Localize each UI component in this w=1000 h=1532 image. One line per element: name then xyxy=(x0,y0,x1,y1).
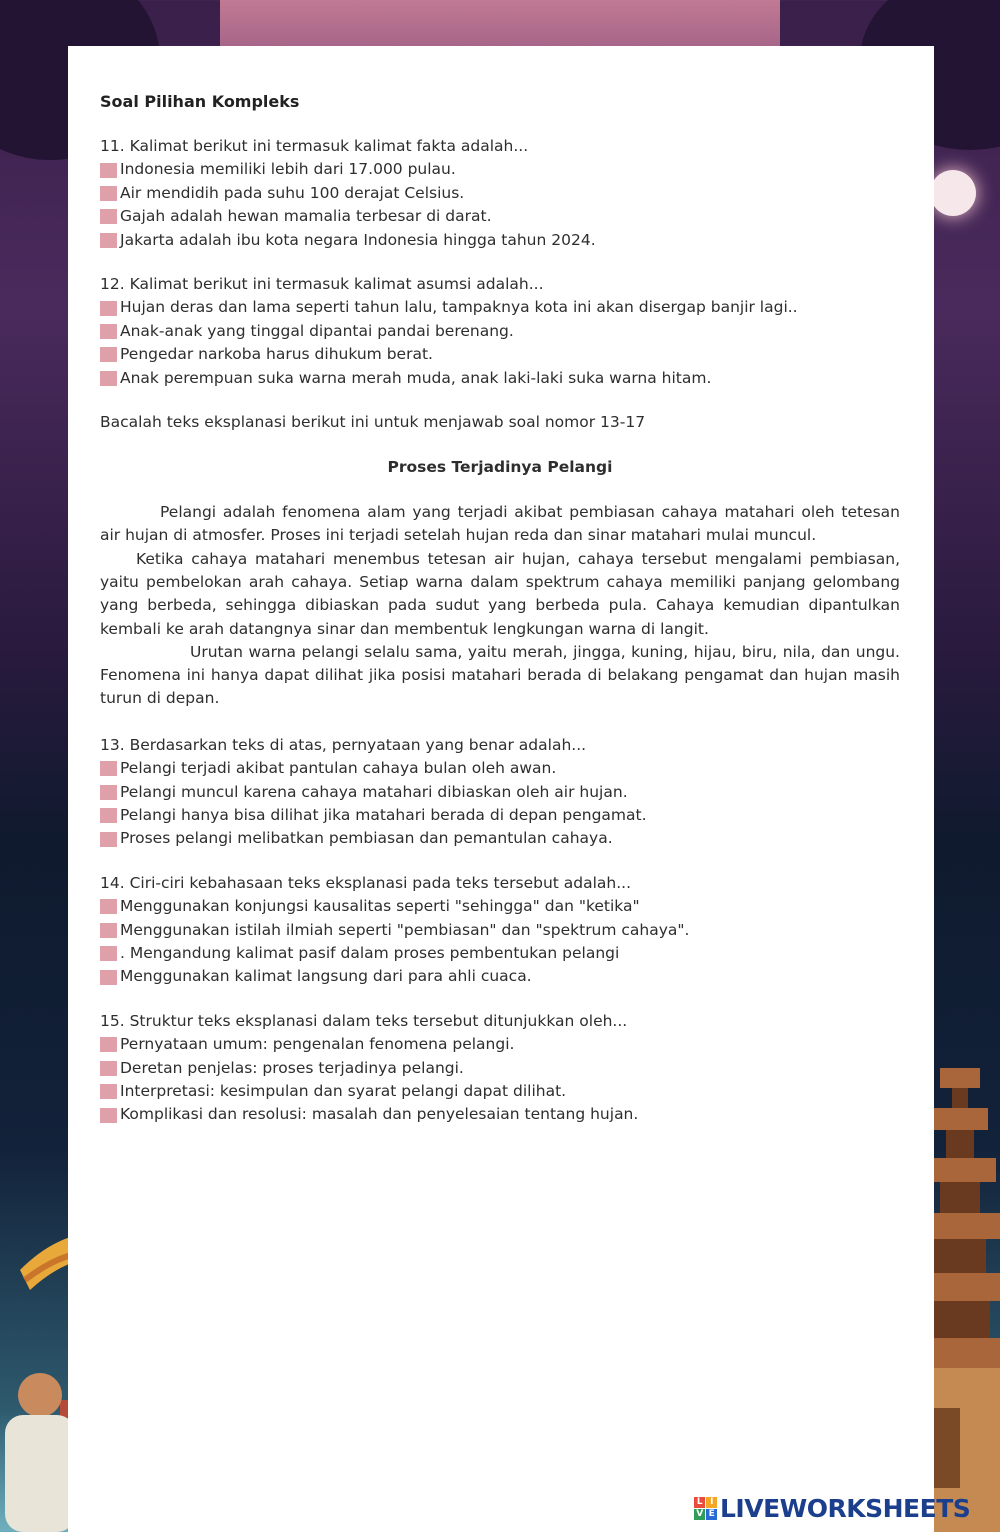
question-text: 14. Ciri-ciri kebahasaan teks eksplanasi pada teks tersebut adalah... xyxy=(100,873,632,892)
question-text: 13. Berdasarkan teks di atas, pernyataan yang benar adalah... xyxy=(100,735,587,754)
answer-option[interactable] xyxy=(100,804,900,827)
passage-paragraph: Urutan warna pelangi selalu sama, yaitu merah, jingga, kuning, hijau, biru, nila, dan ungu. Fenomena ini hanya dapat dilihat jika posisi matahari berada di belakang pengamat dan hujan masih turun di depan. xyxy=(100,642,900,708)
answer-option-label: Menggunakan kalimat langsung dari para ahli cuaca. xyxy=(120,967,532,986)
answer-option[interactable] xyxy=(100,781,900,804)
answer-option-label: Hujan deras dan lama seperti tahun lalu, tampaknya kota ini akan disergap banjir lagi.. xyxy=(120,298,798,317)
answer-option-label: Gajah adalah hewan mamalia terbesar di darat. xyxy=(120,207,492,226)
reading-instruction: Bacalah teks eksplanasi berikut ini untuk menjawab soal nomor 13-17 xyxy=(100,413,646,432)
answer-checkbox[interactable] xyxy=(100,347,117,362)
question-text: 12. Kalimat berikut ini termasuk kalimat asumsi adalah... xyxy=(100,275,544,294)
passage-paragraph: Pelangi adalah fenomena alam yang terjadi akibat pembiasan cahaya matahari oleh tetesan air hujan di atmosfer. Proses ini terjadi setelah hujan reda dan sinar matahari mulai muncul. xyxy=(100,503,900,545)
question-text: 15. Struktur teks eksplanasi dalam teks tersebut ditunjukkan oleh... xyxy=(100,1011,628,1030)
answer-option-label: Jakarta adalah ibu kota negara Indonesia hingga tahun 2024. xyxy=(120,230,596,249)
answer-option-label: Menggunakan konjungsi kausalitas seperti "sehingga" dan "ketika" xyxy=(120,897,640,916)
answer-option[interactable] xyxy=(100,1033,900,1056)
answer-checkbox[interactable] xyxy=(100,923,117,938)
answer-option-label: Air mendidih pada suhu 100 derajat Celsius. xyxy=(120,183,465,202)
answer-option-label: Pelangi terjadi akibat pantulan cahaya bulan oleh awan. xyxy=(120,759,557,778)
question-group-a xyxy=(100,135,900,390)
answer-option[interactable] xyxy=(100,158,900,181)
answer-checkbox[interactable] xyxy=(100,832,117,847)
logo-letter: I xyxy=(706,1497,717,1508)
liveworksheets-logo xyxy=(694,1494,970,1523)
section-title: Soal Pilihan Kompleks xyxy=(100,92,300,111)
answer-option[interactable] xyxy=(100,919,900,942)
answer-option[interactable] xyxy=(100,1103,900,1126)
answer-checkbox[interactable] xyxy=(100,209,117,224)
answer-checkbox[interactable] xyxy=(100,808,117,823)
answer-option-label: Indonesia memiliki lebih dari 17.000 pulau. xyxy=(120,160,456,179)
answer-checkbox[interactable] xyxy=(100,785,117,800)
answer-option-label: . Mengandung kalimat pasif dalam proses pembentukan pelangi xyxy=(120,943,620,962)
answer-option-label: Anak perempuan suka warna merah muda, anak laki-laki suka warna hitam. xyxy=(120,368,712,387)
answer-option[interactable] xyxy=(100,895,900,918)
answer-option[interactable] xyxy=(100,205,900,228)
answer-option-label: Pengedar narkoba harus dihukum berat. xyxy=(120,345,433,364)
answer-option-label: Interpretasi: kesimpulan dan syarat pelangi dapat dilihat. xyxy=(120,1082,567,1101)
answer-option[interactable] xyxy=(100,942,900,965)
question-block xyxy=(100,273,900,390)
answer-option-label: Komplikasi dan resolusi: masalah dan penyelesaian tentang hujan. xyxy=(120,1105,639,1124)
worksheet-content xyxy=(100,92,900,1148)
question-block xyxy=(100,135,900,252)
answer-checkbox[interactable] xyxy=(100,1061,117,1076)
question-block xyxy=(100,734,900,851)
answer-checkbox[interactable] xyxy=(100,324,117,339)
brand-logo-icon xyxy=(694,1497,717,1520)
answer-option[interactable] xyxy=(100,182,900,205)
answer-option[interactable] xyxy=(100,367,900,390)
answer-checkbox[interactable] xyxy=(100,899,117,914)
answer-option-label: Pelangi muncul karena cahaya matahari dibiaskan oleh air hujan. xyxy=(120,782,628,801)
answer-option[interactable] xyxy=(100,1057,900,1080)
answer-option[interactable] xyxy=(100,757,900,780)
explanation-passage xyxy=(100,501,900,711)
answer-checkbox[interactable] xyxy=(100,761,117,776)
answer-checkbox[interactable] xyxy=(100,1037,117,1052)
answer-option-label: Anak-anak yang tinggal dipantai pandai berenang. xyxy=(120,321,514,340)
answer-option-label: Pelangi hanya bisa dilihat jika matahari berada di depan pengamat. xyxy=(120,805,647,824)
answer-option[interactable] xyxy=(100,1080,900,1103)
answer-checkbox[interactable] xyxy=(100,371,117,386)
answer-checkbox[interactable] xyxy=(100,946,117,961)
question-block xyxy=(100,872,900,989)
question-group-b xyxy=(100,734,900,1127)
answer-checkbox[interactable] xyxy=(100,1108,117,1123)
answer-checkbox[interactable] xyxy=(100,233,117,248)
answer-checkbox[interactable] xyxy=(100,301,117,316)
answer-option-label: Deretan penjelas: proses terjadinya pelangi. xyxy=(120,1058,464,1077)
question-block xyxy=(100,1010,900,1127)
answer-option[interactable] xyxy=(100,320,900,343)
answer-option[interactable] xyxy=(100,965,900,988)
answer-option-label: Pernyataan umum: pengenalan fenomena pelangi. xyxy=(120,1035,515,1054)
moon-icon xyxy=(930,170,976,216)
logo-letter: L xyxy=(694,1497,705,1508)
brand-text: LIVEWORKSHEETS xyxy=(720,1494,971,1523)
answer-option[interactable] xyxy=(100,827,900,850)
answer-option[interactable] xyxy=(100,343,900,366)
logo-letter: E xyxy=(706,1509,717,1520)
answer-checkbox[interactable] xyxy=(100,186,117,201)
passage-paragraph: Ketika cahaya matahari menembus tetesan air hujan, cahaya tersebut mengalami pembiasan, yaitu pembelokan arah cahaya. Setiap warna dalam spektrum cahaya memiliki panjang gelombang yang berbeda, sehingga dibiaskan pada sudut yang berbeda pula. Cahaya kemudian dipantulkan kembali ke arah datangnya sinar dan membentuk lengkungan warna di langit. xyxy=(100,549,900,638)
answer-checkbox[interactable] xyxy=(100,970,117,985)
answer-checkbox[interactable] xyxy=(100,163,117,178)
question-text: 11. Kalimat berikut ini termasuk kalimat fakta adalah... xyxy=(100,137,529,155)
logo-letter: V xyxy=(694,1509,705,1520)
answer-option-label: Menggunakan istilah ilmiah seperti "pembiasan" dan "spektrum cahaya". xyxy=(120,920,690,939)
answer-option[interactable] xyxy=(100,229,900,252)
passage-title: Proses Terjadinya Pelangi xyxy=(387,458,613,477)
answer-checkbox[interactable] xyxy=(100,1084,117,1099)
answer-option[interactable] xyxy=(100,296,900,319)
answer-option-label: Proses pelangi melibatkan pembiasan dan pemantulan cahaya. xyxy=(120,829,613,848)
